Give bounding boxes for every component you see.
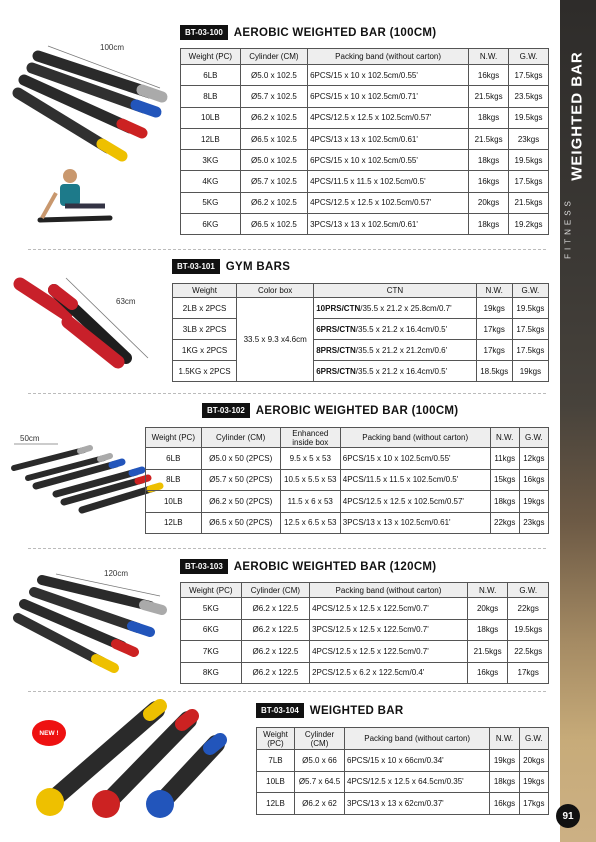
cell-weight: 1.5KG x 2PCS — [173, 361, 237, 382]
col-header: Weight (PC) — [181, 583, 242, 598]
product-title: WEIGHTED BAR — [309, 704, 404, 717]
section-header-bt-03-102 — [202, 403, 458, 418]
table-row — [173, 298, 549, 319]
product-code: BT-03-101 — [172, 259, 220, 274]
cell-weight: 5KG — [181, 598, 242, 620]
cell-nw: 21.5kgs — [467, 641, 508, 663]
table-row — [146, 448, 549, 470]
cell-gw: 19kgs — [512, 361, 548, 382]
table-row — [146, 512, 549, 534]
aerobic-bar-100cm-image — [10, 38, 175, 238]
product-code: BT-03-102 — [202, 403, 250, 418]
dimension-label: 50cm — [20, 434, 40, 443]
product-title: GYM BARS — [225, 260, 291, 273]
col-header: Cylinder (CM) — [241, 583, 309, 598]
cell-weight: 4KG — [181, 171, 241, 192]
cell-cylinder: Ø6.2 x 122.5 — [241, 641, 309, 663]
cell-gw: 19.5kgs — [509, 107, 549, 128]
cell-weight: 1KG x 2PCS — [173, 340, 237, 361]
weighted-bar-image — [30, 698, 240, 823]
cell-cylinder: Ø6.5 x 102.5 — [240, 128, 307, 149]
section-divider — [28, 249, 546, 250]
cell-gw: 17.5kgs — [512, 340, 548, 361]
cell-weight: 5KG — [181, 192, 241, 213]
cell-gw: 19.2kgs — [509, 214, 549, 235]
table-row — [146, 491, 549, 513]
cell-nw: 19kgs — [476, 298, 512, 319]
cell-weight: 6KG — [181, 619, 242, 641]
cell-packing: 6PCS/15 x 10 x 66cm/0.34' — [345, 750, 490, 772]
product-code: BT-03-100 — [180, 25, 228, 40]
cell-weight: 2LB x 2PCS — [173, 298, 237, 319]
cell-gw: 12kgs — [519, 448, 548, 470]
ctn-qty: 6PRS/CTN — [316, 366, 356, 376]
cell-cylinder: Ø6.2 x 122.5 — [241, 662, 309, 684]
cell-weight: 3LB x 2PCS — [173, 319, 237, 340]
section-header-bt-03-104 — [256, 703, 403, 718]
col-header: N.W. — [490, 428, 519, 448]
col-header: G.W. — [508, 583, 549, 598]
cell-weight: 12LB — [257, 793, 295, 815]
section-header-bt-03-101 — [172, 259, 290, 274]
cell-weight: 7KG — [181, 641, 242, 663]
cell-gw: 19kgs — [519, 491, 548, 513]
cell-cylinder: Ø5.7 x 102.5 — [240, 86, 307, 107]
table-row — [181, 86, 549, 107]
col-header: Cylinder (CM) — [201, 428, 280, 448]
dimension-label: 63cm — [116, 297, 136, 306]
cell-weight: 10LB — [146, 491, 202, 513]
cell-weight: 7LB — [257, 750, 295, 772]
cell-weight: 6LB — [181, 65, 241, 86]
cell-nw: 16kgs — [469, 65, 509, 86]
cell-gw: 19.5kgs — [512, 298, 548, 319]
cell-packing: 3PCS/13 x 13 x 102.5cm/0.61' — [340, 512, 490, 534]
cell-inside-box: 12.5 x 6.5 x 53 — [280, 512, 340, 534]
cell-gw: 23kgs — [509, 128, 549, 149]
table-row — [181, 598, 549, 620]
cell-gw: 16kgs — [519, 469, 548, 491]
cell-nw: 18kgs — [469, 150, 509, 171]
col-header: G.W. — [519, 428, 548, 448]
ctn-dims: /35.5 x 21.2 x 16.4cm/0.5' — [355, 324, 448, 334]
cell-nw: 18kgs — [467, 619, 508, 641]
cell-cylinder: Ø6.2 x 122.5 — [241, 598, 309, 620]
col-header: Packing band (without carton) — [310, 583, 468, 598]
col-header: Color box — [237, 284, 314, 298]
spec-table-bt-03-102 — [145, 427, 549, 534]
cell-nw: 15kgs — [490, 469, 519, 491]
product-title: AEROBIC WEIGHTED BAR (100CM) — [255, 404, 459, 417]
cell-cylinder: Ø6.5 x 102.5 — [240, 214, 307, 235]
cell-packing: 4PCS/11.5 x 11.5 x 102.5cm/0.5' — [308, 171, 469, 192]
cell-packing: 6PCS/15 x 10 x 102.5cm/0.71' — [308, 86, 469, 107]
table-row — [181, 662, 549, 684]
cell-weight: 12LB — [146, 512, 202, 534]
table-row — [181, 641, 549, 663]
spec-table-bt-03-103 — [180, 582, 549, 684]
ctn-dims: /35.5 x 21.2 x 16.4cm/0.5' — [355, 366, 448, 376]
col-header: Weight (PC) — [146, 428, 202, 448]
cell-nw: 18kgs — [490, 491, 519, 513]
cell-packing: 6PCS/15 x 10 x 102.5cm/0.55' — [308, 65, 469, 86]
cell-weight: 8LB — [146, 469, 202, 491]
cell-inside-box: 9.5 x 5 x 53 — [280, 448, 340, 470]
cell-nw: 22kgs — [490, 512, 519, 534]
section-divider — [28, 691, 546, 692]
cell-gw: 19kgs — [519, 771, 548, 793]
table-row — [181, 150, 549, 171]
gym-bars-image — [8, 270, 168, 380]
dimension-label: 100cm — [100, 43, 125, 52]
table-row — [257, 793, 549, 815]
sidebar-title: WEIGHTED BAR — [568, 51, 586, 181]
cell-cylinder: Ø5.0 x 102.5 — [240, 150, 307, 171]
cell-gw: 20kgs — [519, 750, 548, 772]
aerobic-bar-50cm-image — [6, 440, 166, 520]
cell-nw: 17kgs — [476, 340, 512, 361]
product-code: BT-03-104 — [256, 703, 304, 718]
cell-cylinder: Ø5.7 x 102.5 — [240, 171, 307, 192]
cell-gw: 22.5kgs — [508, 641, 549, 663]
new-badge: NEW ! — [32, 720, 66, 746]
cell-weight: 10LB — [257, 771, 295, 793]
col-header: G.W. — [519, 728, 548, 750]
cell-weight: 8LB — [181, 86, 241, 107]
cell-cylinder: Ø5.7 x 64.5 — [295, 771, 345, 793]
table-row — [181, 171, 549, 192]
cell-packing: 6PCS/15 x 10 x 102.5cm/0.55' — [340, 448, 490, 470]
product-title: AEROBIC WEIGHTED BAR (120CM) — [233, 560, 437, 573]
table-row — [173, 340, 549, 361]
col-header: N.W. — [490, 728, 519, 750]
table-row — [257, 771, 549, 793]
cell-packing: 4PCS/12.5 x 12.5 x 122.5cm/0.7' — [310, 598, 468, 620]
cell-nw: 18kgs — [469, 214, 509, 235]
aerobic-bar-120cm-image — [10, 566, 175, 686]
cell-nw: 20kgs — [467, 598, 508, 620]
section-header-bt-03-103 — [180, 559, 436, 574]
cell-ctn — [314, 298, 476, 319]
col-header: Weight (PC) — [181, 49, 241, 65]
ctn-qty: 6PRS/CTN — [316, 324, 356, 334]
cell-cylinder: Ø5.0 x 66 — [295, 750, 345, 772]
cell-packing: 3PCS/12.5 x 12.5 x 122.5cm/0.7' — [310, 619, 468, 641]
col-header: Weight — [173, 284, 237, 298]
cell-gw: 17.5kgs — [509, 171, 549, 192]
col-header: N.W. — [467, 583, 508, 598]
cell-cylinder: Ø6.2 x 122.5 — [241, 619, 309, 641]
table-row — [181, 192, 549, 213]
col-header: N.W. — [469, 49, 509, 65]
col-header: G.W. — [509, 49, 549, 65]
product-title: AEROBIC WEIGHTED BAR (100CM) — [233, 26, 437, 39]
cell-cylinder: Ø5.0 x 102.5 — [240, 65, 307, 86]
cell-nw: 21.5kgs — [469, 128, 509, 149]
cell-weight: 10LB — [181, 107, 241, 128]
cell-packing: 4PCS/13 x 13 x 102.5cm/0.61' — [308, 128, 469, 149]
ctn-dims: /35.5 x 21.2 x 21.2cm/0.6' — [355, 345, 448, 355]
cell-nw: 16kgs — [469, 171, 509, 192]
page-number: 91 — [556, 804, 580, 828]
cell-weight: 6LB — [146, 448, 202, 470]
cell-packing: 2PCS/12.5 x 6.2 x 122.5cm/0.4' — [310, 662, 468, 684]
cell-cylinder: Ø6.2 x 62 — [295, 793, 345, 815]
col-header: Cylinder (CM) — [295, 728, 345, 750]
table-row — [181, 619, 549, 641]
table-row — [257, 750, 549, 772]
cell-cylinder: Ø6.2 x 102.5 — [240, 192, 307, 213]
cell-inside-box: 10.5 x 5.5 x 53 — [280, 469, 340, 491]
col-header: Packing band (without carton) — [345, 728, 490, 750]
cell-gw: 23kgs — [519, 512, 548, 534]
cell-gw: 21.5kgs — [509, 192, 549, 213]
cell-nw: 16kgs — [467, 662, 508, 684]
col-header: CTN — [314, 284, 476, 298]
table-row — [146, 469, 549, 491]
cell-nw: 18kgs — [490, 771, 519, 793]
col-header: Packing band (without carton) — [340, 428, 490, 448]
cell-weight: 3KG — [181, 150, 241, 171]
cell-weight: 12LB — [181, 128, 241, 149]
cell-gw: 22kgs — [508, 598, 549, 620]
table-row — [181, 128, 549, 149]
cell-color-box: 33.5 x 9.3 x4.6cm — [237, 298, 314, 382]
col-header: Weight (PC) — [257, 728, 295, 750]
spec-table-bt-03-100 — [180, 48, 549, 235]
cell-ctn — [314, 340, 476, 361]
spec-table-bt-03-101 — [172, 283, 549, 382]
cell-cylinder: Ø6.2 x 50 (2PCS) — [201, 491, 280, 513]
cell-inside-box: 11.5 x 6 x 53 — [280, 491, 340, 513]
col-header: Enhanced inside box — [280, 428, 340, 448]
cell-gw: 19.5kgs — [509, 150, 549, 171]
cell-gw: 17.5kgs — [509, 65, 549, 86]
cell-nw: 18kgs — [469, 107, 509, 128]
cell-ctn — [314, 361, 476, 382]
cell-cylinder: Ø6.5 x 50 (2PCS) — [201, 512, 280, 534]
cell-gw: 19.5kgs — [508, 619, 549, 641]
cell-packing: 4PCS/11.5 x 11.5 x 102.5cm/0.5' — [340, 469, 490, 491]
cell-cylinder: Ø5.0 x 50 (2PCS) — [201, 448, 280, 470]
table-row — [181, 65, 549, 86]
cell-nw: 11kgs — [490, 448, 519, 470]
table-row — [173, 319, 549, 340]
cell-weight: 8KG — [181, 662, 242, 684]
cell-cylinder: Ø6.2 x 102.5 — [240, 107, 307, 128]
cell-packing: 4PCS/12.5 x 12.5 x 64.5cm/0.35' — [345, 771, 490, 793]
ctn-qty: 8PRS/CTN — [316, 345, 356, 355]
cell-packing: 4PCS/12.5 x 12.5 x 102.5cm/0.57' — [308, 192, 469, 213]
cell-ctn — [314, 319, 476, 340]
table-row — [181, 107, 549, 128]
cell-weight: 6KG — [181, 214, 241, 235]
cell-nw: 18.5kgs — [476, 361, 512, 382]
cell-packing: 6PCS/15 x 10 x 102.5cm/0.55' — [308, 150, 469, 171]
spec-table-bt-03-104 — [256, 727, 549, 815]
cell-nw: 20kgs — [469, 192, 509, 213]
cell-gw: 17kgs — [508, 662, 549, 684]
cell-packing: 4PCS/12.5 x 12.5 x 122.5cm/0.7' — [310, 641, 468, 663]
cell-packing: 4PCS/12.5 x 12.5 x 102.5cm/0.57' — [308, 107, 469, 128]
cell-nw: 16kgs — [490, 793, 519, 815]
cell-nw: 21.5kgs — [469, 86, 509, 107]
cell-gw: 17kgs — [519, 793, 548, 815]
product-code: BT-03-103 — [180, 559, 228, 574]
cell-packing: 3PCS/13 x 13 x 102.5cm/0.61' — [308, 214, 469, 235]
cell-packing: 3PCS/13 x 13 x 62cm/0.37' — [345, 793, 490, 815]
cell-gw: 17.5kgs — [512, 319, 548, 340]
cell-cylinder: Ø5.7 x 50 (2PCS) — [201, 469, 280, 491]
col-header: G.W. — [512, 284, 548, 298]
col-header: N.W. — [476, 284, 512, 298]
col-header: Cylinder (CM) — [240, 49, 307, 65]
section-header-bt-03-100 — [180, 25, 436, 40]
cell-packing: 4PCS/12.5 x 12.5 x 102.5cm/0.57' — [340, 491, 490, 513]
table-row — [181, 214, 549, 235]
cell-nw: 19kgs — [490, 750, 519, 772]
dimension-label: 120cm — [104, 569, 129, 578]
cell-nw: 17kgs — [476, 319, 512, 340]
section-divider — [28, 393, 546, 394]
ctn-dims: /35.5 x 21.2 x 25.8cm/0.7' — [360, 303, 452, 313]
cell-gw: 23.5kgs — [509, 86, 549, 107]
col-header: Packing band (without carton) — [308, 49, 469, 65]
sidebar-subtitle: FITNESS — [563, 197, 573, 259]
ctn-qty: 10PRS/CTN — [316, 303, 361, 313]
section-divider — [28, 548, 546, 549]
table-row — [173, 361, 549, 382]
